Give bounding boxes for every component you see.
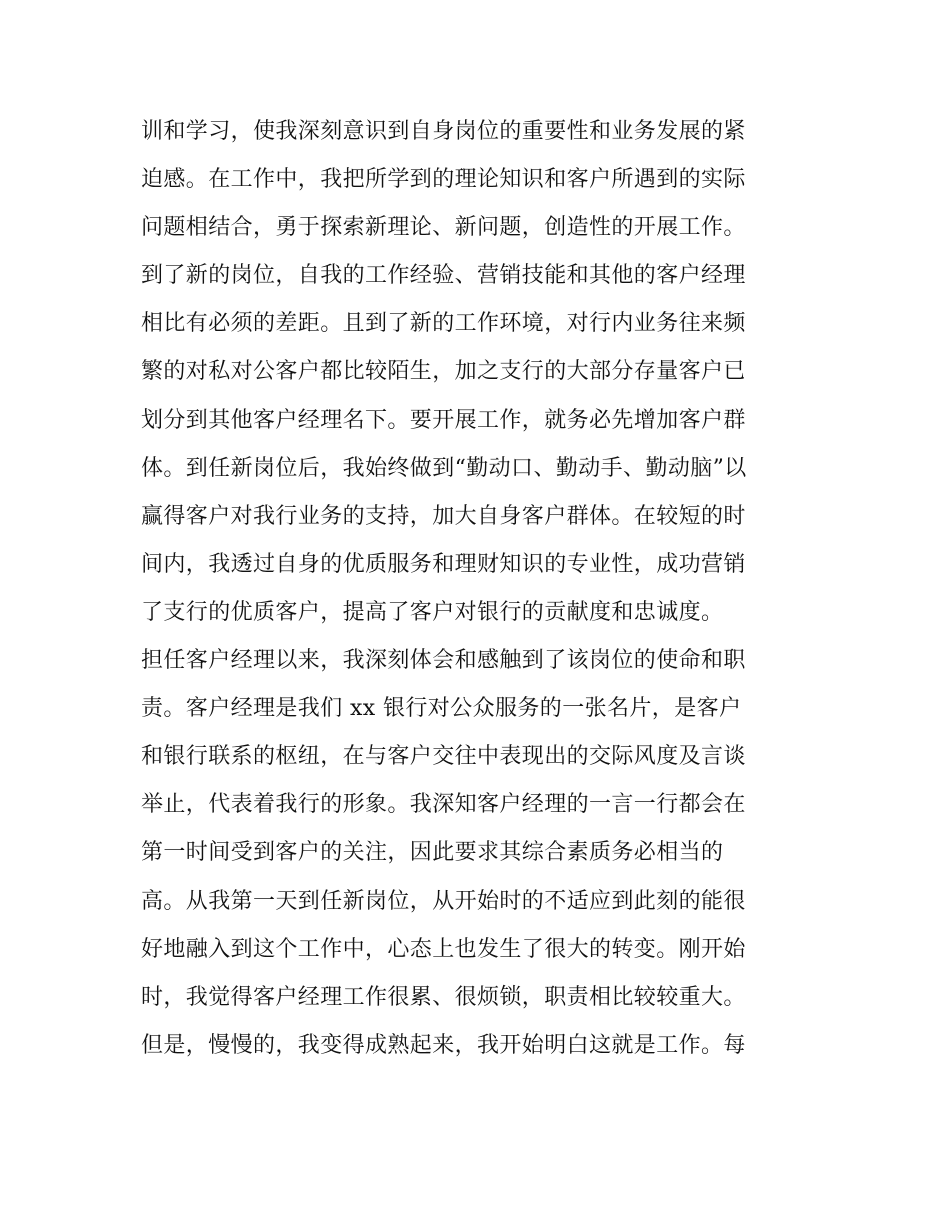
text-line: 但是，慢慢的，我变得成熟起来，我开始明白这就是工作。每 <box>141 1032 746 1058</box>
text-line: 第一时间受到客户的关注，因此要求其综合素质务必相当的 <box>141 840 724 866</box>
body-text <box>141 108 821 1070</box>
text-line: 训和学习，使我深刻意识到自身岗位的重要性和业务发展的紧 <box>141 119 746 144</box>
text-line: 了支行的优质客户，提高了客户对银行的贡献度和忠诚度。 <box>141 599 724 625</box>
text-line: 相比有必须的差距。且到了新的工作环境，对行内业务往来频 <box>141 311 746 337</box>
text-line: 体。到任新岗位后，我始终做到“勤动口、勤动手、勤动脑”以 <box>141 455 747 481</box>
text-line: 责。客户经理是我们 xx 银行对公众服务的一张名片，是客户 <box>141 696 742 722</box>
text-line: 时，我觉得客户经理工作很累、很烦锁，职责相比较较重大。 <box>141 984 746 1010</box>
text-line: 好地融入到这个工作中，心态上也发生了很大的转变。刚开始 <box>141 936 746 962</box>
text-line: 迫感。在工作中，我把所学到的理论知识和客户所遇到的实际 <box>141 167 746 193</box>
text-line: 到了新的岗位，自我的工作经验、营销技能和其他的客户经理 <box>141 263 746 289</box>
text-line: 举止，代表着我行的形象。我深知客户经理的一言一行都会在 <box>141 792 746 818</box>
text-line: 赢得客户对我行业务的支持，加大自身客户群体。在较短的时 <box>141 503 746 529</box>
text-line: 担任客户经理以来，我深刻体会和感触到了该岗位的使命和职 <box>141 648 746 674</box>
text-line: 问题相结合，勇于探索新理论、新问题，创造性的开展工作。 <box>141 215 746 241</box>
text-line: 高。从我第一天到任新岗位，从开始时的不适应到此刻的能很 <box>141 888 746 914</box>
text-line: 和银行联系的枢纽，在与客户交往中表现出的交际风度及言谈 <box>141 744 746 770</box>
text-line: 划分到其他客户经理名下。要开展工作，就务必先增加客户群 <box>141 407 746 433</box>
text-line: 间内，我透过自身的优质服务和理财知识的专业性，成功营销 <box>141 551 746 577</box>
text-line: 繁的对私对公客户都比较陌生，加之支行的大部分存量客户已 <box>141 359 746 385</box>
